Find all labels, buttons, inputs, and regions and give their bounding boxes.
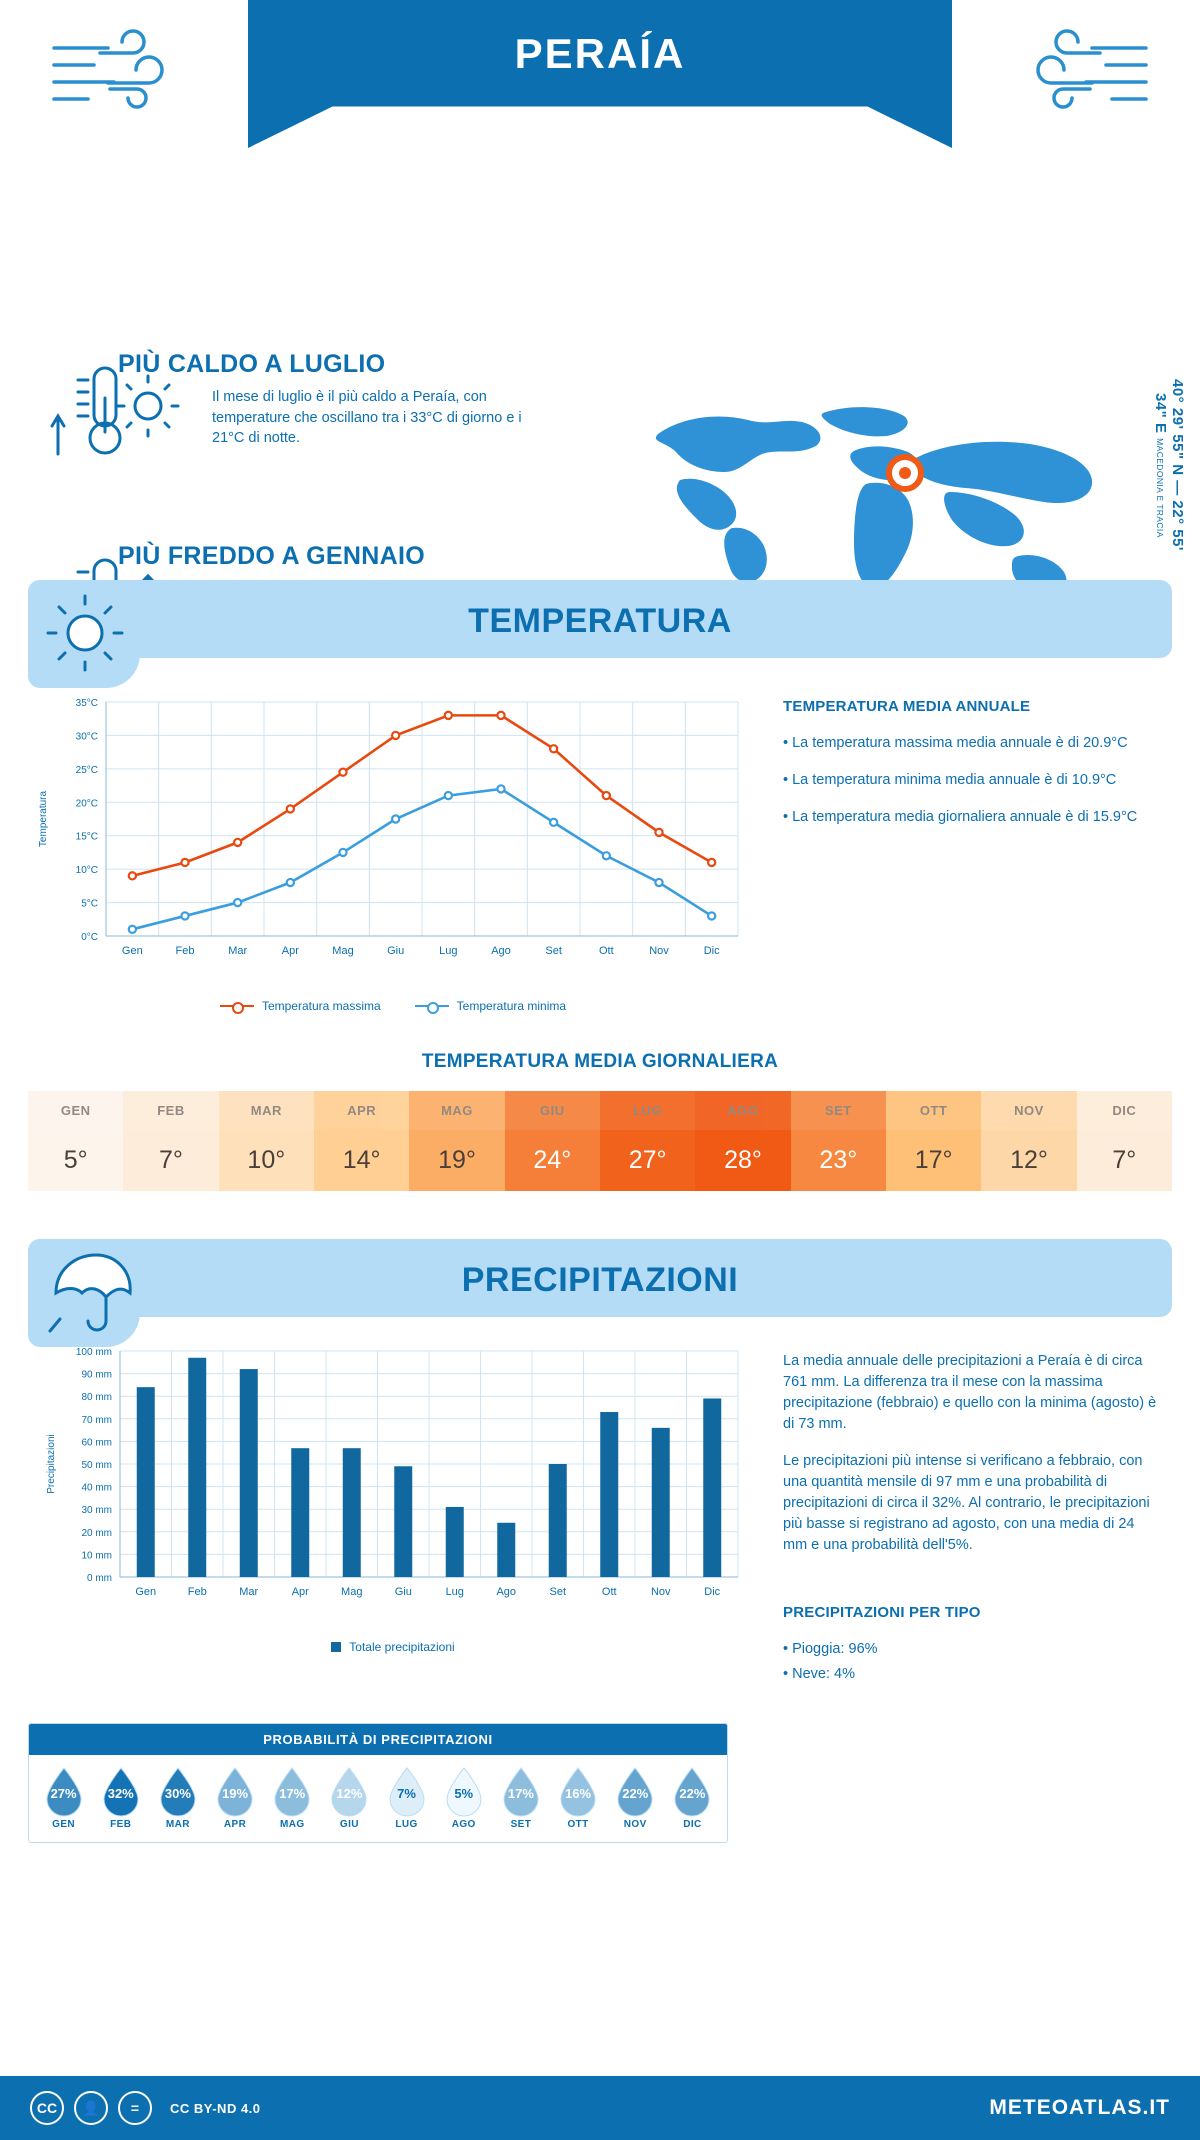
svg-text:100 mm: 100 mm [75, 1347, 112, 1358]
page-footer [0, 2076, 1200, 2140]
svg-text:60 mm: 60 mm [81, 1437, 112, 1449]
daily-temp-value: 14° [314, 1130, 409, 1191]
legend-temp-max-label: Temperatura massima [261, 999, 381, 1013]
probability-value: 12% [336, 1786, 363, 1802]
svg-text:Dic: Dic [704, 1586, 721, 1598]
fact-hottest-title: PIÙ CALDO A LUGLIO [118, 350, 386, 378]
water-drop-icon [498, 1765, 544, 1817]
precipitation-summary [758, 1339, 1158, 1701]
temperature-summary [758, 688, 1158, 1013]
region-label: MACEDONIA E TRACIA [1155, 437, 1165, 538]
probability-value: 5% [454, 1786, 474, 1802]
probability-value: 16% [565, 1786, 592, 1802]
svg-text:Mag: Mag [332, 945, 354, 957]
water-drop-icon [669, 1765, 715, 1817]
svg-text:Apr: Apr [291, 1586, 309, 1598]
daily-temperature-title: TEMPERATURA MEDIA GIORNALIERA [421, 1051, 779, 1072]
daily-temp-value: 24° [505, 1130, 600, 1191]
probability-cell [378, 1765, 435, 1830]
svg-text:15°C: 15°C [75, 831, 98, 843]
precipitation-bar-chart [28, 1339, 758, 1629]
svg-text:Gen: Gen [135, 1586, 157, 1598]
probability-cell [435, 1765, 492, 1830]
legend-precip-total-label: Totale precipitazioni [349, 1640, 455, 1654]
precipitation-section [0, 1317, 1200, 1701]
probability-cell [492, 1765, 549, 1830]
daily-temp-month-header: OTT [886, 1091, 981, 1130]
probability-month-label: MAG [279, 1819, 305, 1831]
temperature-bullet-3: • La temperatura media giornaliera annuale è di 15.9°C [783, 809, 1138, 826]
daily-temp-month-header: LUG [600, 1091, 695, 1130]
svg-text:30 mm: 30 mm [81, 1505, 112, 1517]
daily-temp-month-header: GEN [28, 1091, 123, 1130]
probability-cell [92, 1765, 149, 1830]
temperature-summary-heading: TEMPERATURA MEDIA ANNUALE [783, 698, 1031, 715]
water-drop-icon [555, 1765, 601, 1817]
probability-value: 7% [397, 1786, 416, 1802]
svg-text:Dic: Dic [703, 945, 720, 957]
svg-text:Feb: Feb [187, 1586, 207, 1598]
temperature-bullet-1: • La temperatura massima media annuale è di 20.9°C [783, 735, 1128, 751]
summary-section [0, 160, 1200, 580]
legend-precip-total [331, 1640, 454, 1654]
svg-text:Lug: Lug [439, 945, 458, 957]
precipitation-type-snow: • Neve: 4% [783, 1666, 855, 1683]
water-drop-icon [212, 1765, 258, 1817]
probability-value: 17% [507, 1786, 534, 1802]
svg-text:20 mm: 20 mm [81, 1527, 112, 1539]
probability-month-label: SET [510, 1819, 532, 1831]
probability-cell [321, 1765, 378, 1830]
temperature-banner-title: TEMPERATURA [468, 602, 732, 640]
daily-temp-month-header: AGO [695, 1091, 790, 1130]
probability-value: 30% [164, 1786, 191, 1802]
svg-text:5°C: 5°C [81, 898, 98, 910]
water-drop-icon [269, 1765, 315, 1817]
daily-temp-value: 7° [123, 1130, 218, 1191]
daily-temp-month-header: MAR [219, 1091, 314, 1130]
svg-text:Giu: Giu [387, 945, 405, 957]
water-drop-icon [384, 1765, 430, 1817]
coordinates-value: 40° 29' 55" N — 22° 55' 34" E [1152, 378, 1186, 551]
probability-month-label: MAR [165, 1819, 190, 1831]
svg-text:25°C: 25°C [75, 764, 98, 776]
svg-text:80 mm: 80 mm [81, 1392, 112, 1404]
daily-temp-month-header: GIU [505, 1091, 600, 1130]
daily-temp-month-header: DIC [1077, 1091, 1172, 1130]
probability-month-label: OTT [567, 1819, 589, 1831]
probability-cell [35, 1765, 92, 1830]
legend-temp-min-label: Temperatura minima [456, 999, 567, 1013]
coordinates [1152, 365, 1186, 565]
wind-decoration-right-icon [1014, 20, 1164, 125]
svg-text:Nov: Nov [650, 1586, 671, 1598]
temperature-line-chart [28, 688, 758, 988]
svg-text:Mag: Mag [341, 1586, 363, 1598]
water-drop-icon [326, 1765, 372, 1817]
probability-value: 27% [50, 1786, 77, 1802]
svg-text:50 mm: 50 mm [81, 1460, 112, 1471]
temperature-banner [28, 580, 1172, 658]
precipitation-probability-grid [29, 1755, 727, 1842]
svg-text:30°C: 30°C [75, 731, 98, 743]
svg-text:35°C: 35°C [75, 698, 98, 709]
probability-cell [664, 1765, 721, 1830]
svg-text:Ago: Ago [491, 945, 511, 957]
daily-temperature-table [28, 1091, 1172, 1191]
temperature-legend [28, 999, 758, 1013]
svg-text:10 mm: 10 mm [81, 1550, 112, 1562]
creative-commons-icon: CC [30, 2091, 64, 2125]
water-drop-icon [441, 1765, 487, 1817]
temperature-chart [28, 688, 758, 1013]
probability-month-label: AGO [451, 1819, 476, 1831]
probability-month-label: NOV [623, 1819, 647, 1831]
precipitation-type-rain: • Pioggia: 96% [783, 1641, 878, 1658]
daily-temp-value: 23° [791, 1130, 886, 1191]
temperature-section [0, 658, 1200, 1013]
page-title: PERAÍA [514, 30, 686, 77]
probability-month-label: GEN [52, 1819, 76, 1831]
precipitation-type-heading: PRECIPITAZIONI PER TIPO [783, 1604, 981, 1622]
svg-text:Giu: Giu [394, 1586, 412, 1598]
attribution-icon: 👤 [74, 2091, 108, 2125]
svg-text:40 mm: 40 mm [81, 1482, 112, 1494]
daily-temp-month-header: FEB [123, 1091, 218, 1130]
svg-text:Nov: Nov [649, 945, 669, 957]
daily-temp-value: 19° [409, 1130, 504, 1191]
precipitation-banner [28, 1239, 1172, 1317]
precipitation-legend [28, 1640, 758, 1654]
svg-text:Ott: Ott [598, 945, 614, 957]
svg-text:70 mm: 70 mm [81, 1414, 112, 1426]
precipitation-probability-card [28, 1723, 728, 1843]
svg-text:Mar: Mar [228, 945, 248, 957]
daily-temp-value: 10° [219, 1130, 314, 1191]
daily-temp-month-header: APR [314, 1091, 409, 1130]
probability-month-label: LUG [395, 1819, 418, 1831]
license-block [30, 2091, 261, 2125]
probability-month-label: GIU [339, 1819, 359, 1831]
page-header [0, 0, 1200, 160]
daily-temp-value: 12° [981, 1130, 1076, 1191]
precipitation-paragraph-1: La media annuale delle precipitazioni a Peraía è di circa 761 mm. La differenza tra il mese con la massima precipitazione (febbraio) e quello con la minima (agosto) è di 73 mm. [783, 1353, 1157, 1433]
probability-month-label: DIC [683, 1819, 702, 1831]
license-label: CC BY-ND 4.0 [170, 2100, 261, 2116]
daily-temp-value: 7° [1077, 1130, 1172, 1191]
svg-text:Lug: Lug [445, 1586, 464, 1598]
probability-value: 17% [279, 1786, 306, 1802]
precipitation-banner-title: PRECIPITAZIONI [461, 1261, 739, 1299]
probability-value: 22% [679, 1786, 706, 1802]
daily-temp-month-header: MAG [409, 1091, 504, 1130]
svg-text:20°C: 20°C [75, 798, 98, 810]
water-drop-icon [612, 1765, 658, 1817]
svg-text:Ago: Ago [496, 1586, 517, 1598]
temperature-bullet-2: • La temperatura minima media annuale è di 10.9°C [783, 772, 1117, 789]
probability-value: 19% [222, 1786, 249, 1802]
probability-cell [207, 1765, 264, 1830]
probability-cell [607, 1765, 664, 1830]
legend-temp-max [220, 999, 381, 1013]
svg-text:0 mm: 0 mm [87, 1573, 112, 1584]
fact-hottest [118, 350, 538, 449]
svg-text:90 mm: 90 mm [81, 1369, 112, 1381]
daily-temp-month-header: SET [791, 1091, 886, 1130]
svg-text:Apr: Apr [281, 945, 299, 957]
svg-text:Set: Set [545, 945, 562, 957]
page-subtitle: GRECIA [568, 108, 632, 125]
no-derivatives-icon: = [118, 2091, 152, 2125]
fact-coldest-title: PIÙ FREDDO A GENNAIO [118, 542, 425, 570]
brand-label: METEOATLAS.IT [989, 2096, 1170, 2119]
probability-month-label: FEB [110, 1819, 132, 1831]
fact-hottest-text: Il mese di luglio è il più caldo a Peraía, con temperature che oscillano tra i 33°C di giorno e i 21°C di notte. [212, 389, 522, 447]
daily-temp-value: 27° [600, 1130, 695, 1191]
svg-text:Temperatura: Temperatura [38, 790, 49, 848]
daily-temp-month-header: NOV [981, 1091, 1076, 1130]
daily-temp-value: 17° [886, 1130, 981, 1191]
probability-cell [149, 1765, 206, 1830]
daily-temp-value: 5° [28, 1130, 123, 1191]
precipitation-chart [28, 1339, 758, 1701]
svg-text:Set: Set [549, 1586, 567, 1598]
probability-value: 22% [622, 1786, 649, 1802]
svg-text:0°C: 0°C [81, 932, 98, 943]
svg-text:Mar: Mar [239, 1586, 259, 1598]
svg-text:Ott: Ott [601, 1586, 617, 1598]
legend-temp-min [415, 999, 566, 1013]
svg-text:Precipitazioni: Precipitazioni [46, 1434, 57, 1494]
water-drop-icon [41, 1765, 87, 1817]
probability-cell [550, 1765, 607, 1830]
probability-value: 32% [107, 1786, 134, 1802]
wind-decoration-left-icon [36, 20, 186, 125]
probability-cell [264, 1765, 321, 1830]
water-drop-icon [155, 1765, 201, 1817]
svg-text:10°C: 10°C [75, 865, 98, 877]
precipitation-paragraph-2: Le precipitazioni più intense si verificano a febbraio, con una quantità mensile di 97 mm e una probabilità di precipitazioni di circa il 32%. Al contrario, le precipitazioni più basse si registrano ad agosto, con una media di 24 mm e una probabilità dell'5%. [783, 1453, 1150, 1554]
water-drop-icon [98, 1765, 144, 1817]
svg-text:Gen: Gen [121, 945, 143, 957]
precipitation-probability-title: PROBABILITÀ DI PRECIPITAZIONI [29, 1724, 727, 1755]
probability-month-label: APR [223, 1819, 247, 1831]
daily-temp-value: 28° [695, 1130, 790, 1191]
svg-text:Feb: Feb [175, 945, 195, 957]
